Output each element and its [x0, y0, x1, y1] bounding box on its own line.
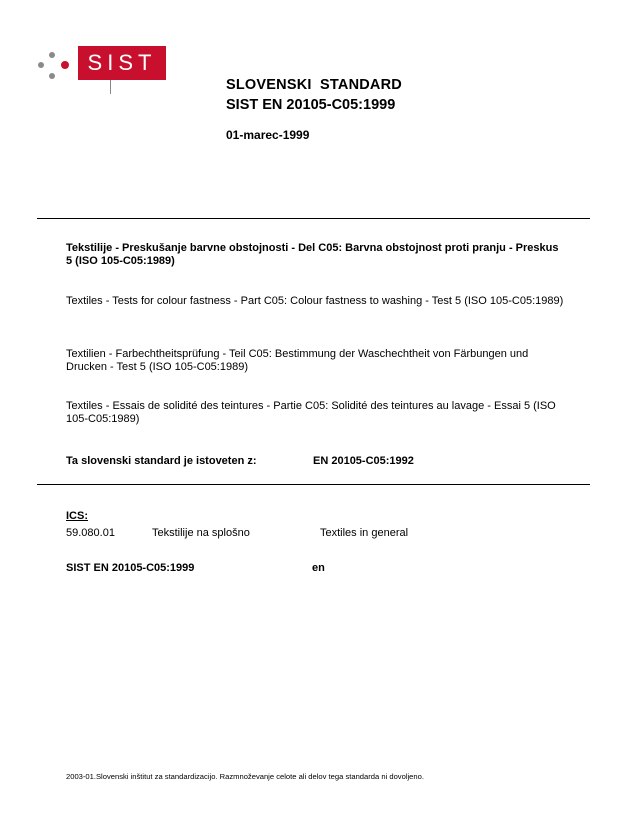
document-type-title: SLOVENSKI STANDARD [226, 77, 402, 93]
title-slovenian: Tekstilije - Preskušanje barvne obstojnosti - Del C05: Barvna obstojnost proti pranju - Preskus 5 (ISO 105-C05:1989) [66, 242, 559, 267]
standard-language: en [312, 562, 325, 574]
copyright-footer: 2003-01.Slovenski inštitut za standardizacijo. Razmnoževanje celote ali delov tega standarda ni dovoljeno. [66, 772, 424, 781]
logo-dot-grey-1 [38, 62, 44, 68]
standard-code-title: SIST EN 20105-C05:1999 [226, 97, 396, 113]
standard-code-footer: SIST EN 20105-C05:1999 [66, 562, 195, 574]
logo-divider [110, 80, 111, 94]
ics-heading: ICS: [66, 510, 88, 522]
identical-label: Ta slovenski standard je istoveten z: [66, 455, 257, 467]
ics-code: 59.080.01 [66, 527, 115, 539]
bottom-divider [37, 484, 590, 485]
logo-dot-grey-3 [49, 73, 55, 79]
sist-logo [36, 46, 166, 94]
top-divider [37, 218, 590, 219]
title-german: Textilien - Farbechtheitsprüfung - Teil C05: Bestimmung der Waschechtheit von Färbungen und Drucken - Test 5 (ISO 105-C05:1989) [66, 348, 529, 373]
publication-date: 01-marec-1999 [226, 128, 310, 142]
logo-dot-red [61, 61, 69, 69]
title-english: Textiles - Tests for colour fastness - Part C05: Colour fastness to washing - Test 5 (ISO 105-C05:1989) [66, 295, 564, 307]
logo-wordmark: SIST [78, 46, 166, 80]
ics-description-english: Textiles in general [320, 527, 409, 539]
title-french: Textiles - Essais de solidité des teintures - Partie C05: Solidité des teintures au lavage - Essai 5 (ISO 105-C05:1989) [66, 400, 556, 425]
logo-dot-grey-2 [49, 52, 55, 58]
ics-description-slovenian: Tekstilije na splošno [152, 527, 250, 539]
identical-standard: EN 20105-C05:1992 [313, 455, 414, 467]
